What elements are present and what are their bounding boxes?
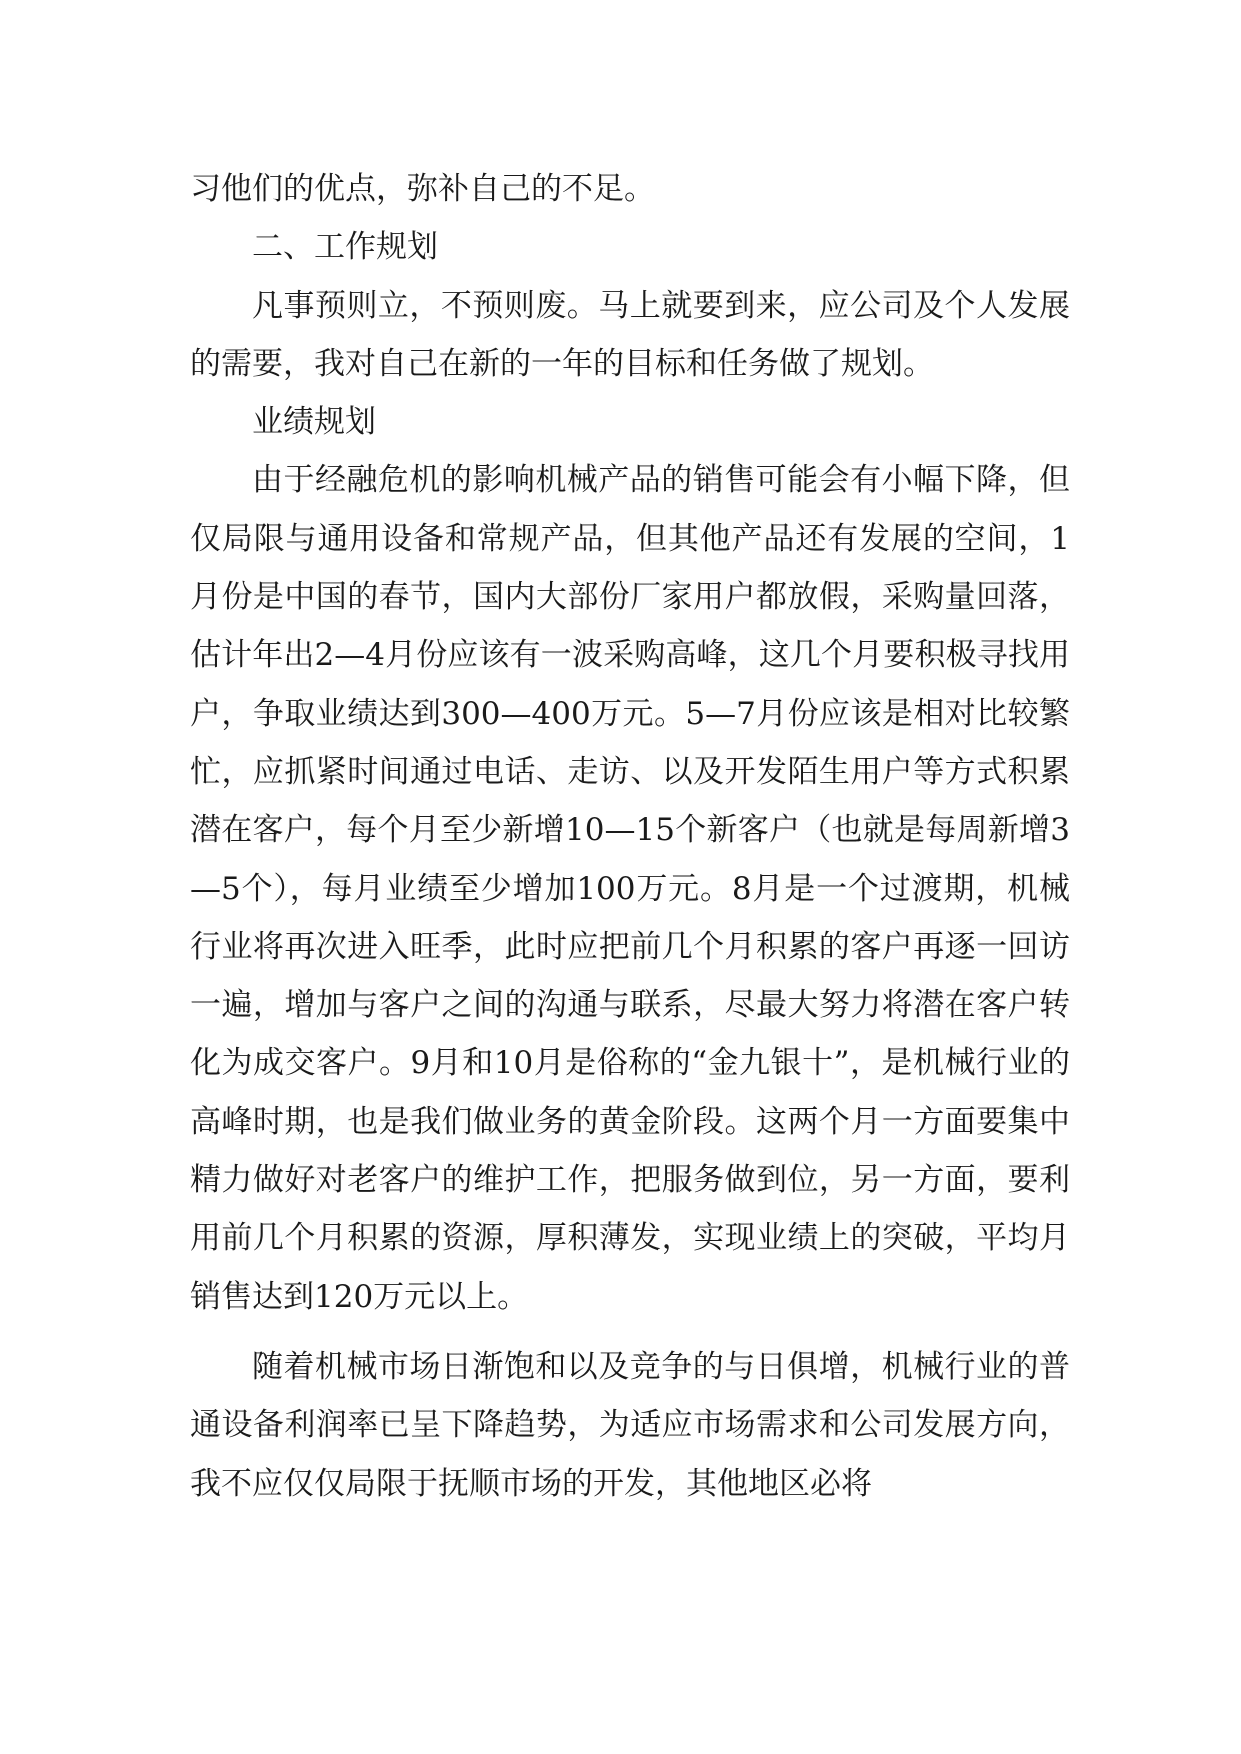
section-heading: 二、工作规划 (252, 229, 438, 266)
paragraph-performance-plan: 由于经融危机的影响机械产品的销售可能会有小幅下降，但仅局限与通用设备和常规产品，但其他产品还有发展的空间，1月份是中国的春节，国内大部份厂家用户都放假，采购量回落，估计年出2—4月份应该有一波采购高峰，这几个月要积极寻找用户，争取业绩达到300—400万元。5—7月份应该是相对比较繁忙，应抓紧时间通过电话、走访、以及开发陌生用户等方式积累潜在客户，每个月至少新增10—15个新客户（也就是每周新增3—5个），每月业绩至少增加100万元。8月是一个过渡期，机械行业将再次进入旺季，此时应把前几个月积累的客户再逐一回访一遍，增加与客户之间的沟通与联系，尽最大努力将潜在客户转化为成交客户。9月和10月是俗称的“金九银十”，是机械行业的高峰时期，也是我们做业务的黄金阶段。这两个月一方面要集中精力做好对老客户的维护工作，把服务做到位，另一方面，要利用前几个月积累的资源，厚积薄发，实现业绩上的突破，平均月销售达到120万元以上。 (190, 462, 1070, 1315)
subsection-heading: 业绩规划 (252, 404, 376, 441)
document-body (190, 160, 1070, 1513)
paragraph-market: 随着机械市场日渐饱和以及竞争的与日俱增，机械行业的普通设备利润率已呈下降趋势，为适应市场需求和公司发展方向，我不应仅仅局限于抚顺市场的开发，其他地区必将 (190, 1348, 1070, 1502)
paragraph-continuation: 习他们的优点，弥补自己的不足。 (190, 171, 655, 207)
paragraph-intro: 凡事预则立，不预则废。马上就要到来，应公司及个人发展的需要，我对自己在新的一年的目标和任务做了规划。 (190, 287, 1070, 382)
